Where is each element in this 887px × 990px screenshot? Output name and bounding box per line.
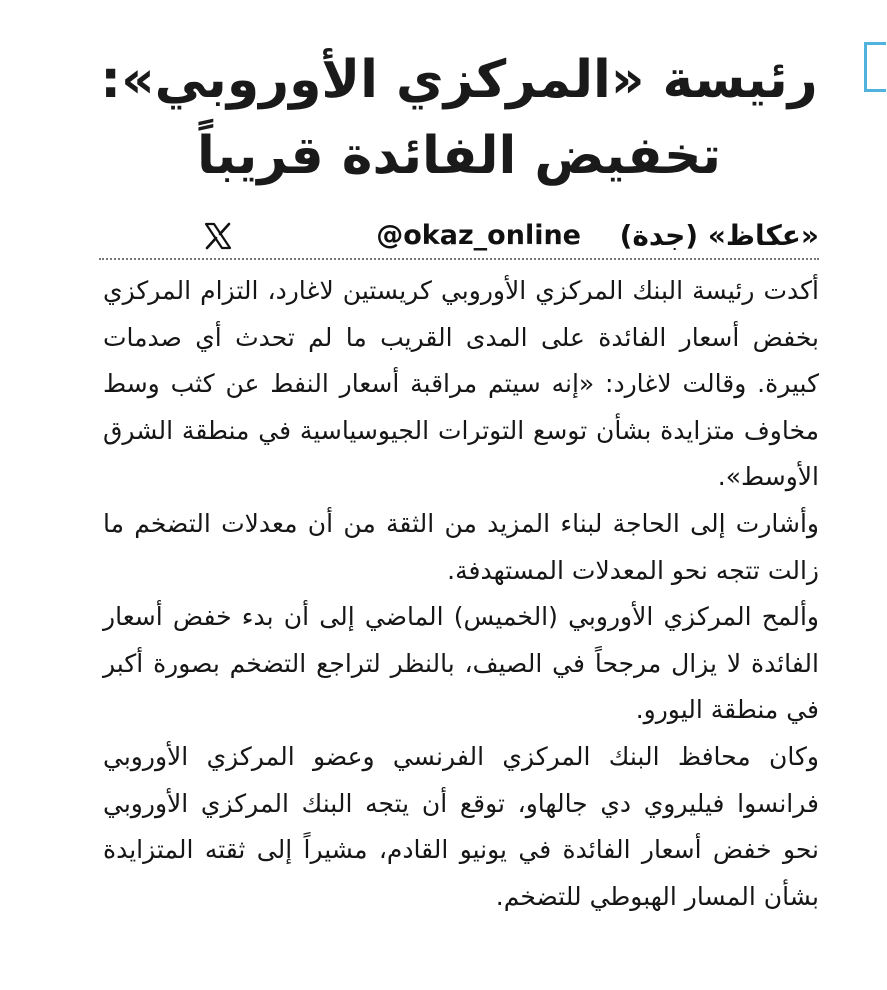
byline-source: «عكاظ» (جدة) <box>619 219 819 252</box>
headline <box>99 42 819 194</box>
byline-handle[interactable]: @okaz_online <box>376 220 581 251</box>
accent-corner-box <box>864 42 886 92</box>
x-logo-icon[interactable] <box>204 222 232 250</box>
article-paragraph-1: أكدت رئيسة البنك المركزي الأوروبي كريستين لاغارد، التزام المركزي بخفض أسعار الفائدة على المدى القريب ما لم تحدث أي صدمات كبيرة. وقالت لاغارد: «إنه سيتم مراقبة أسعار النفط عن كثب وسط مخاوف متزايدة بشأن توسع التوترات الجيوسياسية في منطقة الشرق الأوسط». <box>103 276 819 492</box>
article-paragraph-2: وأشارت إلى الحاجة لبناء المزيد من الثقة من أن معدلات التضخم ما زالت تتجه نحو المعدلات المستهدفة. <box>103 508 819 585</box>
article-body <box>103 268 819 920</box>
headline-line-1: رئيسة «المركزي الأوروبي»: <box>100 50 818 110</box>
headline-line-2: تخفيض الفائدة قريباً <box>196 126 722 186</box>
byline <box>99 214 819 260</box>
article-paragraph-3: وألمح المركزي الأوروبي (الخميس) الماضي إلى أن بدء خفض أسعار الفائدة لا يزال مرجحاً في الصيف، بالنظر لتراجع التضخم بصورة أكبر في منطقة اليورو. <box>103 602 819 725</box>
article-paragraph-4: وكان محافظ البنك المركزي الفرنسي وعضو المركزي الأوروبي فرانسوا فيليروي دي جالهاو، توقع أن يتجه البنك المركزي الأوروبي نحو خفض أسعار الفائدة في يونيو القادم، مشيراً إلى ثقته المتزايدة بشأن المسار الهبوطي للتضخم. <box>103 741 819 911</box>
